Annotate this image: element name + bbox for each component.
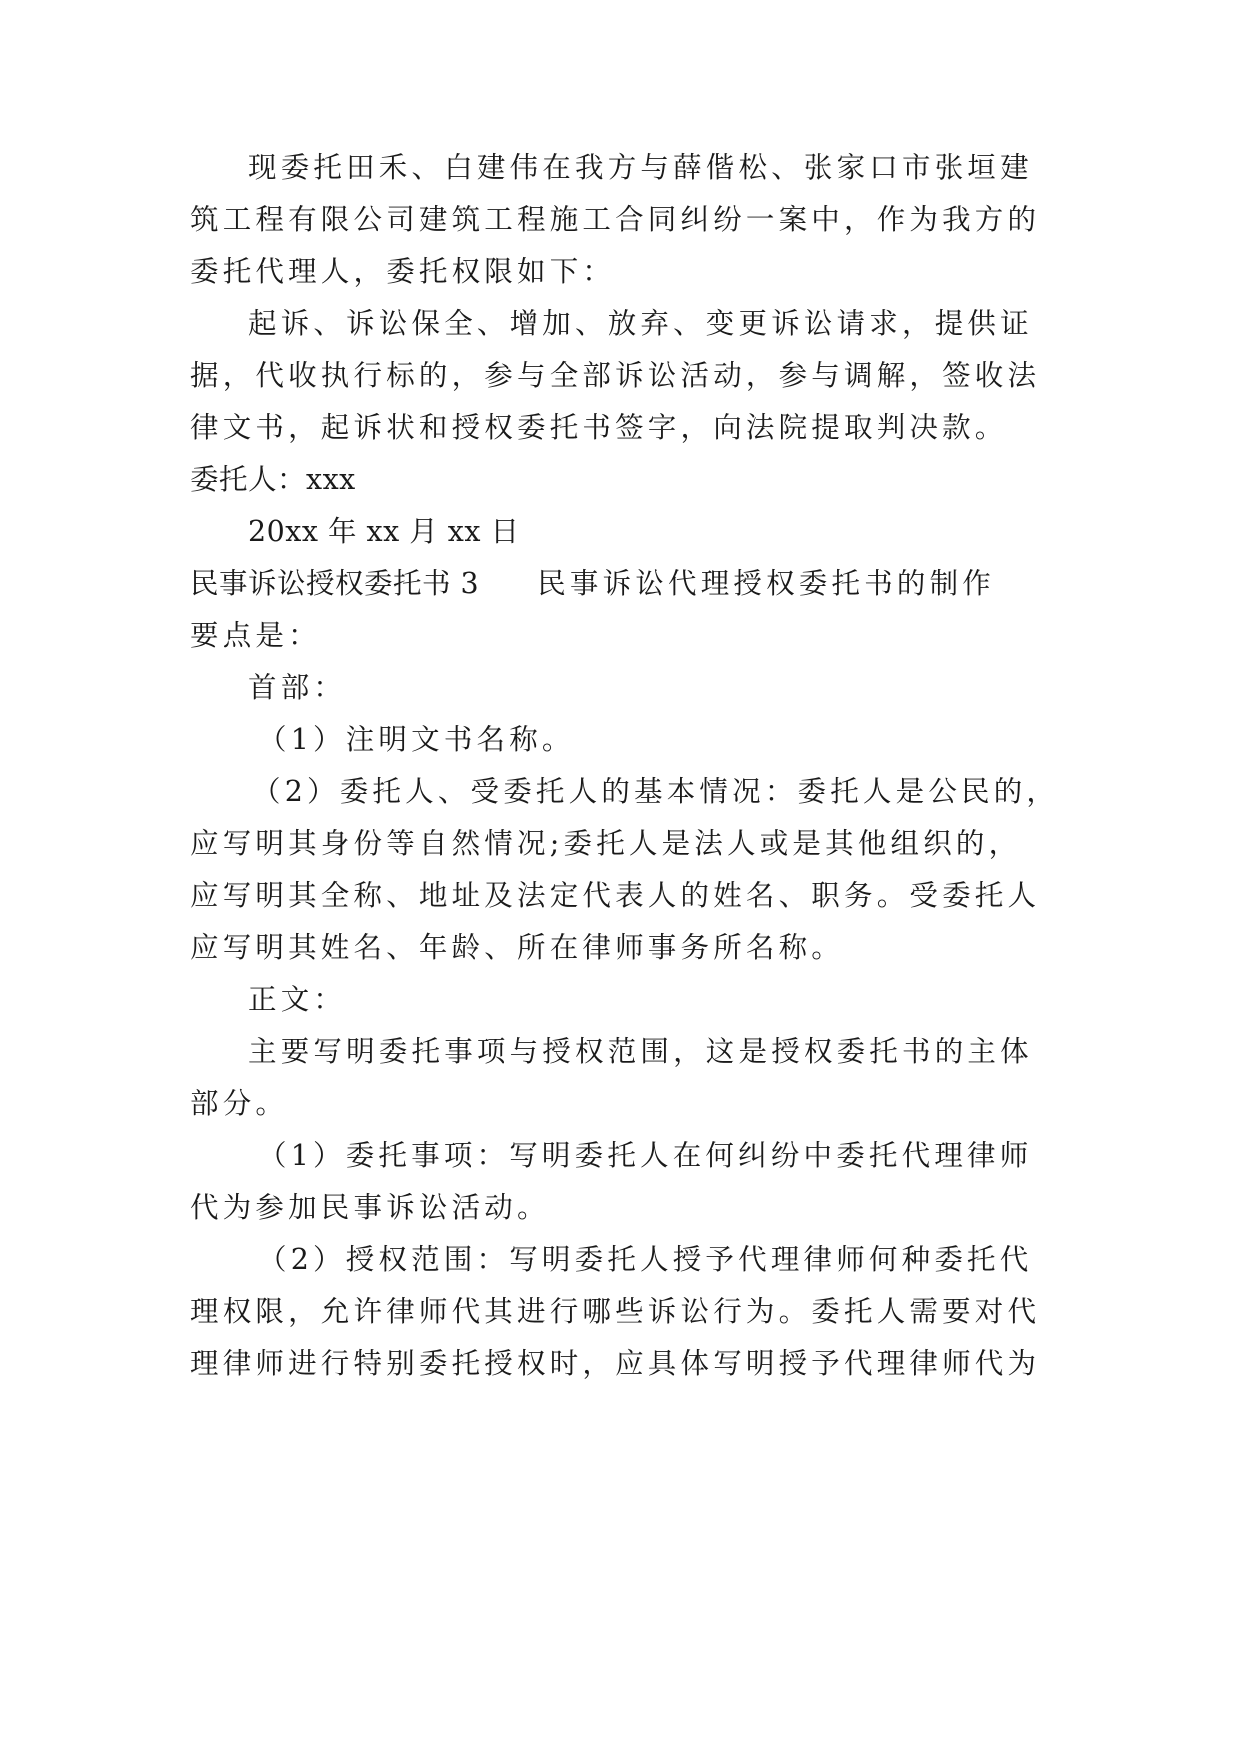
paragraph-line: 部分。 xyxy=(190,1087,289,1120)
paragraph-line: 应写明其全称、地址及法定代表人的姓名、职务。受委托人 xyxy=(190,879,1041,912)
principal-signature-line: 委托人：xxx xyxy=(190,463,356,496)
paragraph-line: 理律师进行特别委托授权时，应具体写明授予代理律师代为 xyxy=(190,1347,1041,1380)
paragraph-line: 据，代收执行标的，参与全部诉讼活动，参与调解，签收法 xyxy=(190,359,1041,392)
list-item: （1）注明文书名称。 xyxy=(258,723,575,756)
body-label: 正文： xyxy=(248,983,347,1016)
paragraph-line: 现委托田禾、白建伟在我方与薛偕松、张家口市张垣建 xyxy=(248,151,1033,184)
paragraph-line: 应写明其姓名、年龄、所在律师事务所名称。 xyxy=(190,931,845,964)
list-item: （2）委托人、受委托人的基本情况：委托人是公民的， xyxy=(252,775,1060,808)
paragraph-line: 应写明其身份等自然情况;委托人是法人或是其他组织的， xyxy=(190,827,1022,860)
paragraph-line: 代为参加民事诉讼活动。 xyxy=(190,1191,550,1224)
paragraph-line: 律文书，起诉状和授权委托书签字，向法院提取判决款。 xyxy=(190,411,1008,444)
paragraph-line: 委托代理人，委托权限如下： xyxy=(190,255,616,288)
list-item: （2）授权范围：写明委托人授予代理律师何种委托代 xyxy=(258,1243,1033,1276)
paragraph-line: 筑工程有限公司建筑工程施工合同纠纷一案中，作为我方的 xyxy=(190,203,1041,236)
paragraph-line: 要点是： xyxy=(190,619,321,652)
header-label: 首部： xyxy=(248,671,347,704)
list-item: （1）委托事项：写明委托人在何纠纷中委托代理律师 xyxy=(258,1139,1033,1172)
paragraph-line: 理权限，允许律师代其进行哪些诉讼行为。委托人需要对代 xyxy=(190,1295,1041,1328)
paragraph-line: 起诉、诉讼保全、增加、放弃、变更诉讼请求，提供证 xyxy=(248,307,1033,340)
section-title: 民事诉讼授权委托书 3 xyxy=(190,567,480,600)
date-line: 20xx 年 xx 月 xx 日 xyxy=(248,515,520,548)
paragraph-line: 主要写明委托事项与授权范围，这是授权委托书的主体 xyxy=(248,1035,1033,1068)
section-intro: 民事诉讼代理授权委托书的制作 xyxy=(537,567,996,600)
section-title-line xyxy=(190,564,1050,604)
